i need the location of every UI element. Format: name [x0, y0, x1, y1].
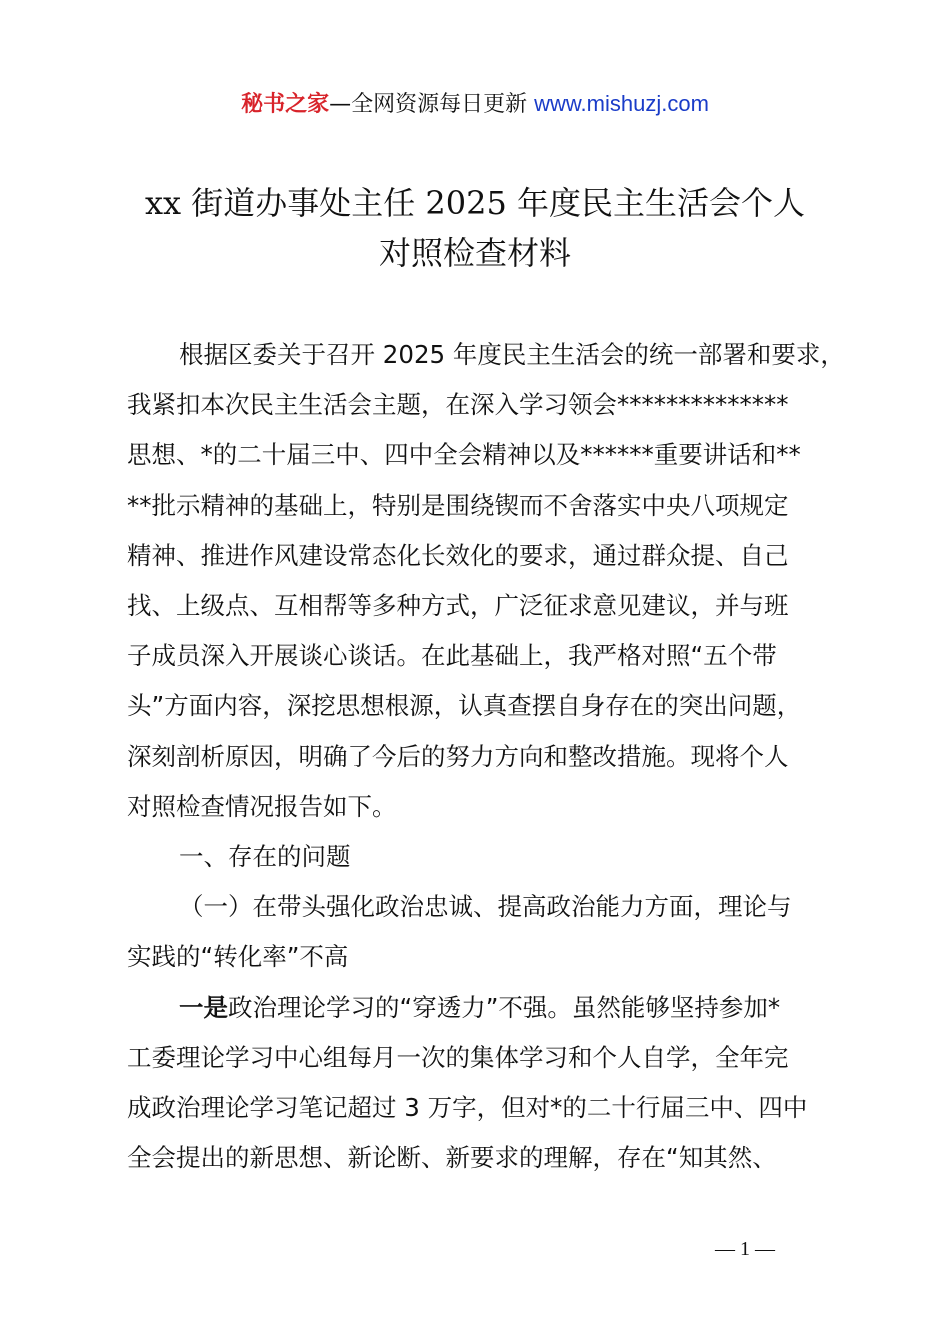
paragraph-line: 深刻剖析原因，明确了今后的努力方向和整改措施。现将个人: [127, 741, 789, 771]
section-heading: 一、存在的问题: [179, 842, 351, 872]
site-header: [0, 88, 950, 121]
paragraph-line: 根据区委关于召开 2025 年度民主生活会的统一部署和要求，: [179, 340, 845, 369]
title-line: 对照检查材料: [378, 234, 571, 272]
paragraph-line: 全会提出的新思想、新论断、新要求的理解，存在“知其然、: [127, 1143, 777, 1173]
paragraph-line: 成政治理论学习笔记超过 3 万字，但对*的二十行届三中、四中: [127, 1093, 808, 1123]
paragraph-line: 工委理论学习中心组每月一次的集体学习和个人自学，全年完: [127, 1042, 789, 1072]
paragraph-line: 思想、*的二十届三中、四中全会精神以及******重要讲话和**: [127, 440, 801, 470]
paragraph-line: 子成员深入开展谈心谈话。在此基础上，我严格对照“五个带: [127, 641, 777, 671]
document-title: [80, 178, 870, 278]
title-line: xx 街道办事处主任 2025 年度民主生活会个人: [144, 184, 806, 222]
brand-name: 秘书之家: [241, 92, 330, 117]
paragraph-line: 我紧扣本次民主生活会主题，在深入学习领会**************: [127, 390, 789, 420]
paragraph-line: 找、上级点、互相帮等多种方式，广泛征求意见建议，并与班: [127, 591, 789, 621]
paragraph-line: **批示精神的基础上，特别是围绕锲而不舍落实中央八项规定: [127, 490, 789, 520]
paragraph-line: 对照检查情况报告如下。: [127, 791, 397, 821]
header-tagline: —全网资源每日更新: [329, 92, 535, 117]
paragraph-line: 头”方面内容，深挖思想根源，认真查摆自身存在的突出问题，: [127, 691, 802, 721]
site-url[interactable]: www.mishuzj.com: [534, 91, 709, 116]
paragraph-line: 精神、推进作风建设常态化长效化的要求，通过群众提、自己: [127, 540, 789, 570]
subsection-heading-line: （一）在带头强化政治忠诚、提高政治能力方面，理论与: [179, 892, 792, 922]
item-lead: 一是: [179, 992, 228, 1022]
item-text: 政治理论学习的“穿透力”不强。虽然能够坚持参加*: [228, 992, 781, 1022]
subsection-heading-line: 实践的“转化率”不高: [127, 942, 349, 972]
page-number: — 1 —: [715, 1238, 775, 1260]
document-body: [127, 330, 845, 1183]
item-first-line: [127, 983, 839, 1033]
